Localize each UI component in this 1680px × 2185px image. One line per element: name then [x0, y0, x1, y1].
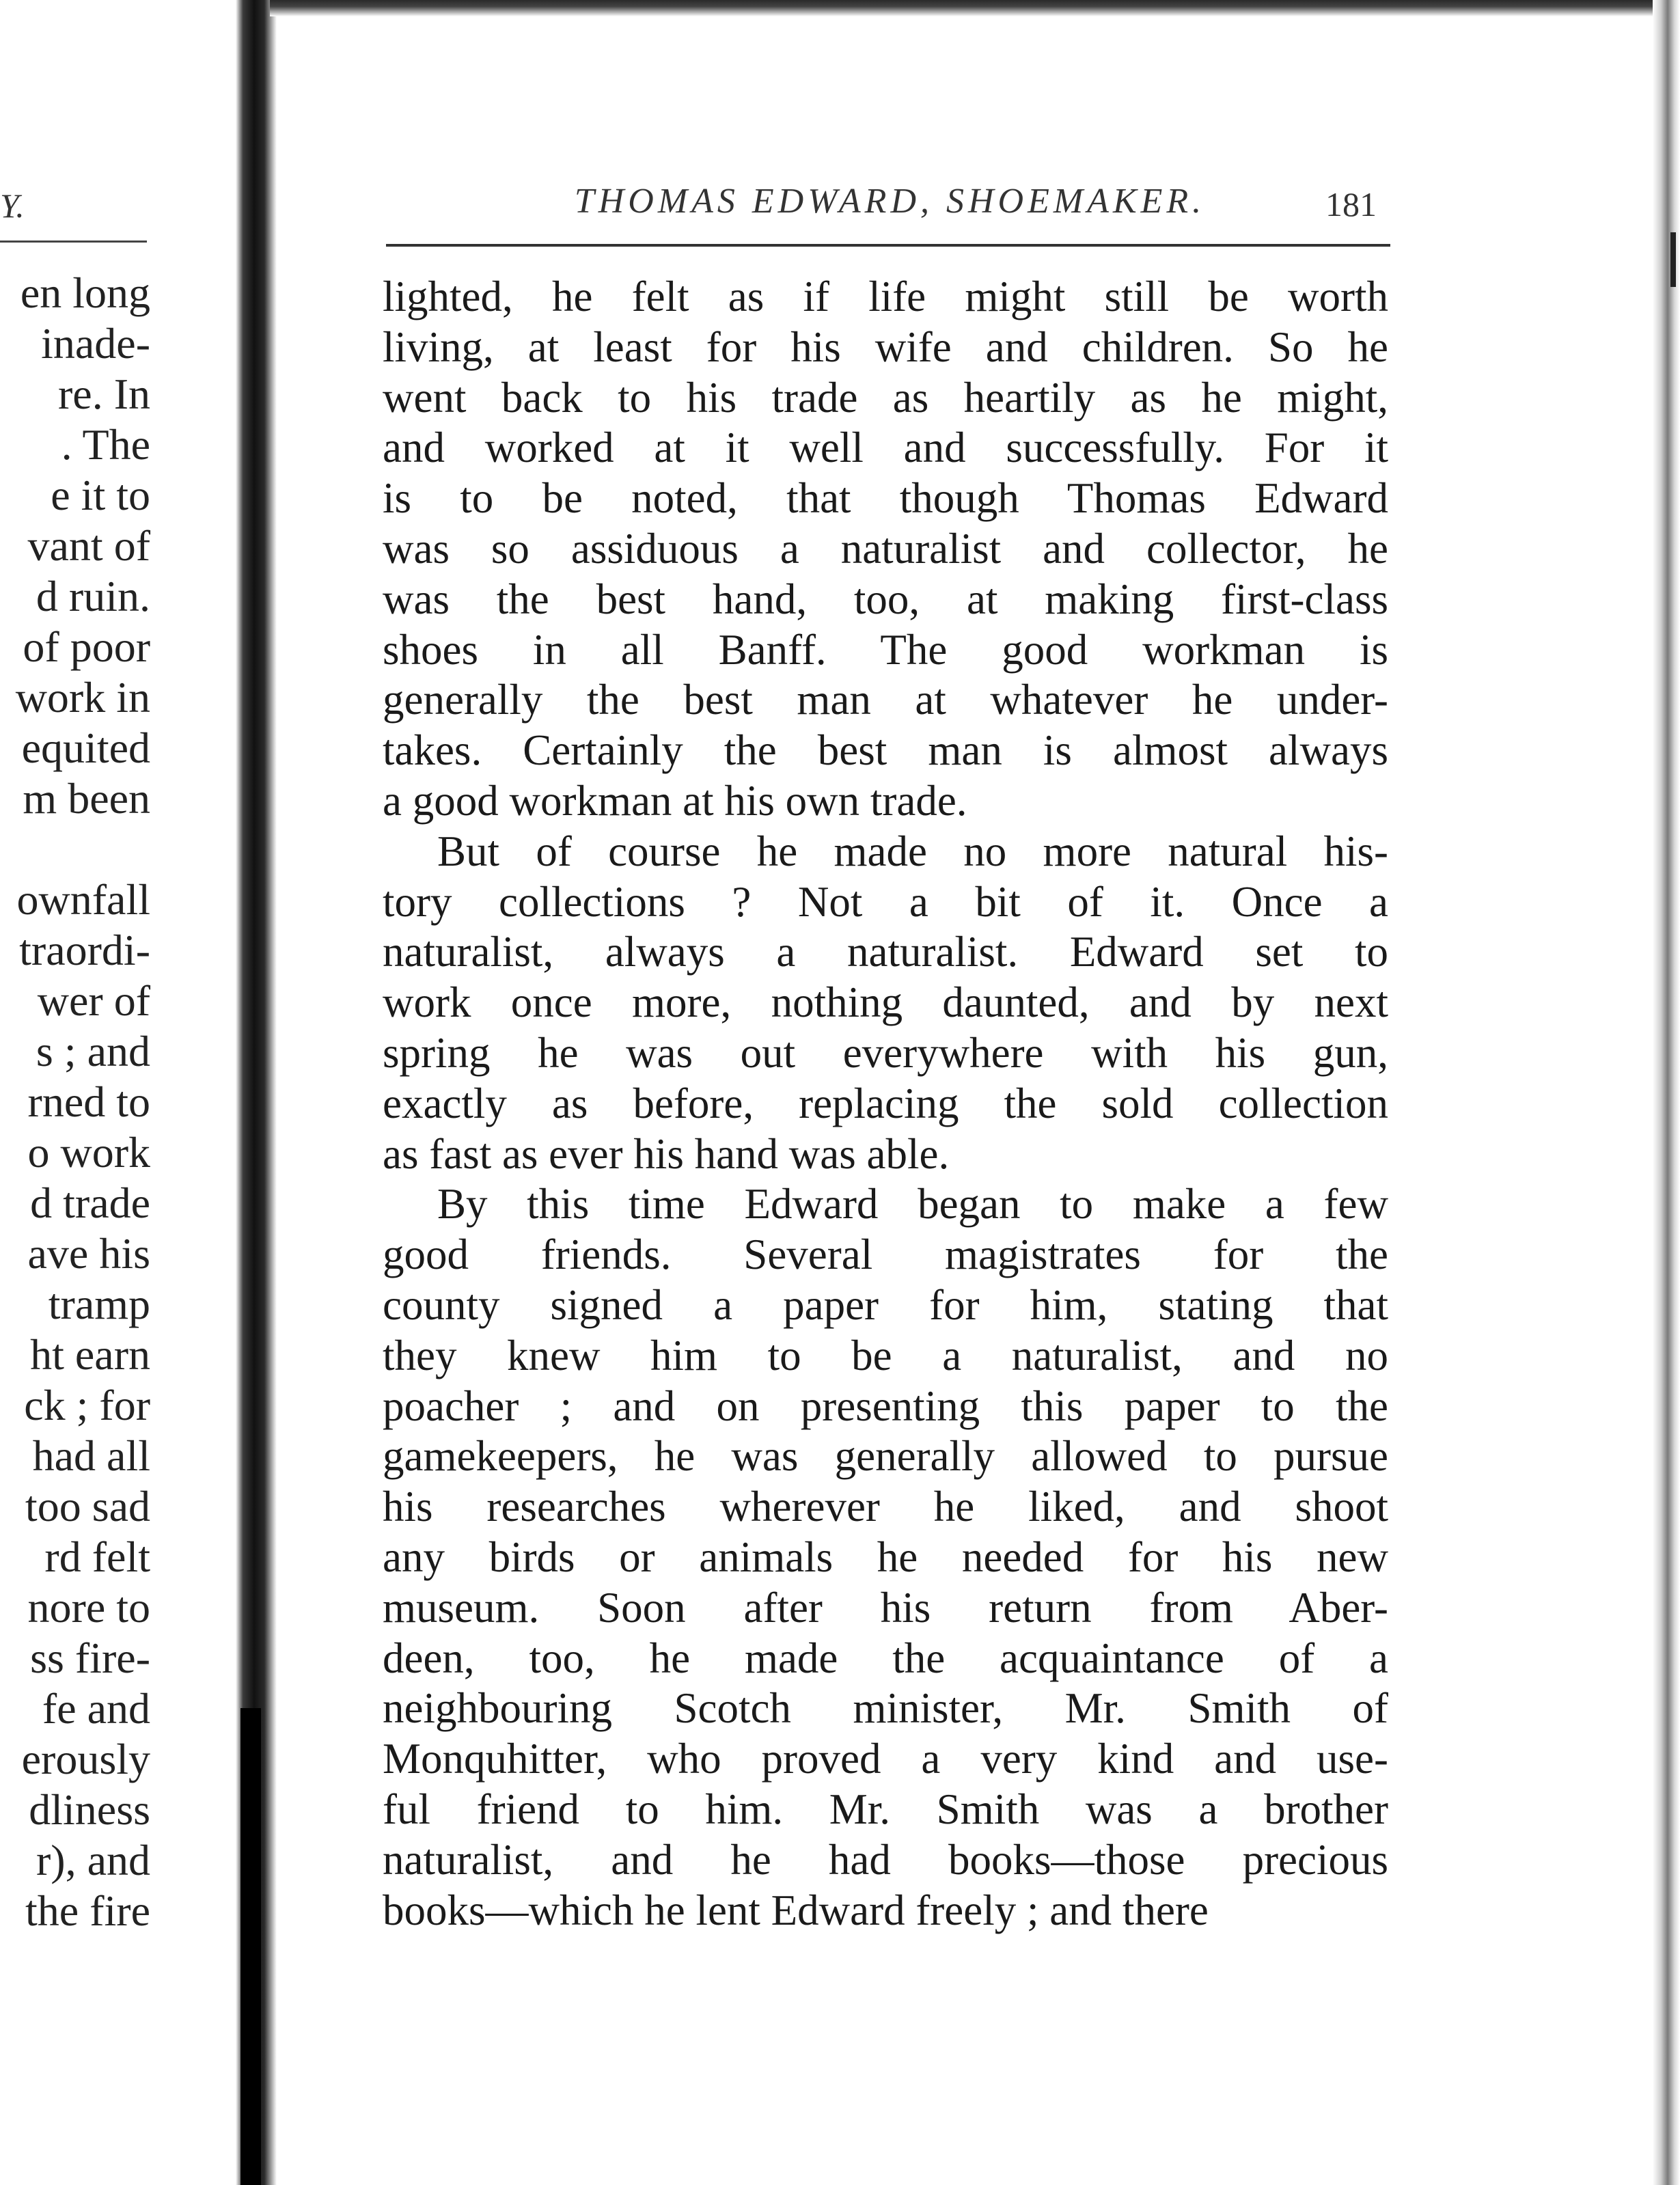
text-line: his researches wherever he liked, and shoot — [383, 1483, 1388, 1531]
text-line: county signed a paper for him, stating that — [383, 1280, 1388, 1329]
left-text-line: ownfall — [16, 875, 150, 924]
left-text-line: s ; and — [36, 1027, 150, 1075]
head-rule — [386, 244, 1390, 247]
gutter-shadow — [240, 1708, 261, 2185]
text-line: deen, too, he made the acquaintance of a — [383, 1634, 1388, 1682]
paragraph — [383, 272, 1388, 827]
text-line: they knew him to be a naturalist, and no — [383, 1331, 1388, 1379]
text-line: But of course he made no more natural his- — [437, 827, 1388, 875]
text-line: museum. Soon after his return from Aber- — [383, 1583, 1388, 1632]
text-line: generally the best man at whatever he under- — [383, 676, 1388, 724]
text-line: was so assiduous a naturalist and collector, he — [383, 524, 1388, 573]
left-text-line: rned to — [27, 1077, 150, 1126]
text-line: poacher ; and on presenting this paper to the — [383, 1382, 1388, 1430]
page-top-edge — [270, 0, 1680, 16]
text-line: takes. Certainly the best man is almost always — [383, 726, 1388, 775]
text-line: living, at least for his wife and children. So he — [383, 322, 1388, 371]
text-line: books—which he lent Edward freely ; and there — [383, 1886, 1209, 1934]
text-line: a good workman at his own trade. — [383, 776, 967, 825]
left-text-line: ss fire- — [30, 1634, 150, 1682]
left-text-line: erously — [21, 1735, 150, 1783]
text-line: any birds or animals he needed for his new — [383, 1533, 1388, 1581]
text-line: good friends. Several magistrates for the — [383, 1231, 1388, 1279]
text-line: ful friend to him. Mr. Smith was a brother — [383, 1785, 1388, 1833]
edge-mark — [1670, 232, 1676, 287]
left-text-line: ck ; for — [24, 1381, 150, 1429]
left-text-line: re. In — [57, 370, 150, 418]
left-text-line: . The — [61, 420, 150, 469]
left-text-line: d ruin. — [36, 572, 150, 620]
text-line: shoes in all Banff. The good workman is — [383, 625, 1388, 674]
text-line: exactly as before, replacing the sold collection — [383, 1079, 1388, 1127]
left-text-line: fe and — [42, 1684, 150, 1733]
body-text — [383, 272, 1388, 1936]
left-text-line: rd felt — [44, 1533, 150, 1581]
text-line: naturalist, and he had books—those precious — [383, 1835, 1388, 1884]
left-text-line: wer of — [37, 976, 150, 1025]
running-head: THOMAS EDWARD, SHOEMAKER. — [574, 182, 1206, 221]
text-line: gamekeepers, he was generally allowed to pursue — [383, 1432, 1388, 1481]
left-text-line: equited — [21, 724, 150, 772]
left-page-fragment — [0, 0, 236, 2185]
text-line: By this time Edward began to make a few — [437, 1180, 1388, 1228]
text-line: is to be noted, that though Thomas Edward — [383, 474, 1388, 523]
left-text-line: e it to — [51, 471, 150, 519]
left-text-line: ht earn — [30, 1330, 150, 1379]
text-line: Monquhitter, who proved a very kind and use- — [383, 1735, 1388, 1783]
page-number: 181 — [1325, 185, 1377, 223]
left-text-line: too sad — [25, 1482, 150, 1530]
text-line: and worked at it well and successfully. For it — [383, 424, 1388, 472]
text-line: spring he was out everywhere with his gun, — [383, 1028, 1388, 1077]
left-text-line: tramp — [48, 1280, 150, 1328]
left-page-text — [16, 268, 150, 1936]
left-text-line: d trade — [30, 1179, 150, 1227]
text-line: naturalist, always a naturalist. Edward set to — [383, 928, 1388, 976]
left-head-rule — [0, 241, 147, 243]
left-text-line: dliness — [29, 1785, 150, 1834]
left-running-head-fragment: Y. — [0, 187, 25, 225]
text-line: tory collections ? Not a bit of it. Once a — [383, 877, 1388, 926]
paragraph — [383, 827, 1388, 1180]
paragraph — [383, 1179, 1388, 1936]
left-text-line: ave his — [27, 1229, 150, 1278]
page-right-edge — [1653, 0, 1680, 2185]
left-text-line: nore to — [27, 1583, 150, 1632]
left-text-line: m been — [23, 774, 150, 823]
left-text-line: en long — [20, 269, 150, 317]
text-line: lighted, he felt as if life might still be worth — [383, 273, 1388, 320]
left-text-line: r), and — [36, 1836, 150, 1884]
left-text-line: traordi- — [19, 926, 150, 974]
text-line: work once more, nothing daunted, and by next — [383, 978, 1388, 1027]
text-line: went back to his trade as heartily as he might, — [383, 373, 1388, 422]
left-text-line: o work — [27, 1128, 150, 1177]
left-text-line: the fire — [25, 1886, 150, 1935]
left-text-line: of poor — [23, 622, 150, 671]
text-line: neighbouring Scotch minister, Mr. Smith of — [383, 1684, 1388, 1733]
left-text-line: inade- — [41, 319, 150, 368]
left-text-line: work in — [15, 673, 150, 722]
text-line: as fast as ever his hand was able. — [383, 1129, 950, 1178]
left-text-line: had all — [32, 1431, 150, 1480]
left-text-line: vant of — [27, 521, 150, 570]
left-text-line — [16, 824, 150, 875]
text-line: was the best hand, too, at making first-class — [383, 575, 1388, 623]
